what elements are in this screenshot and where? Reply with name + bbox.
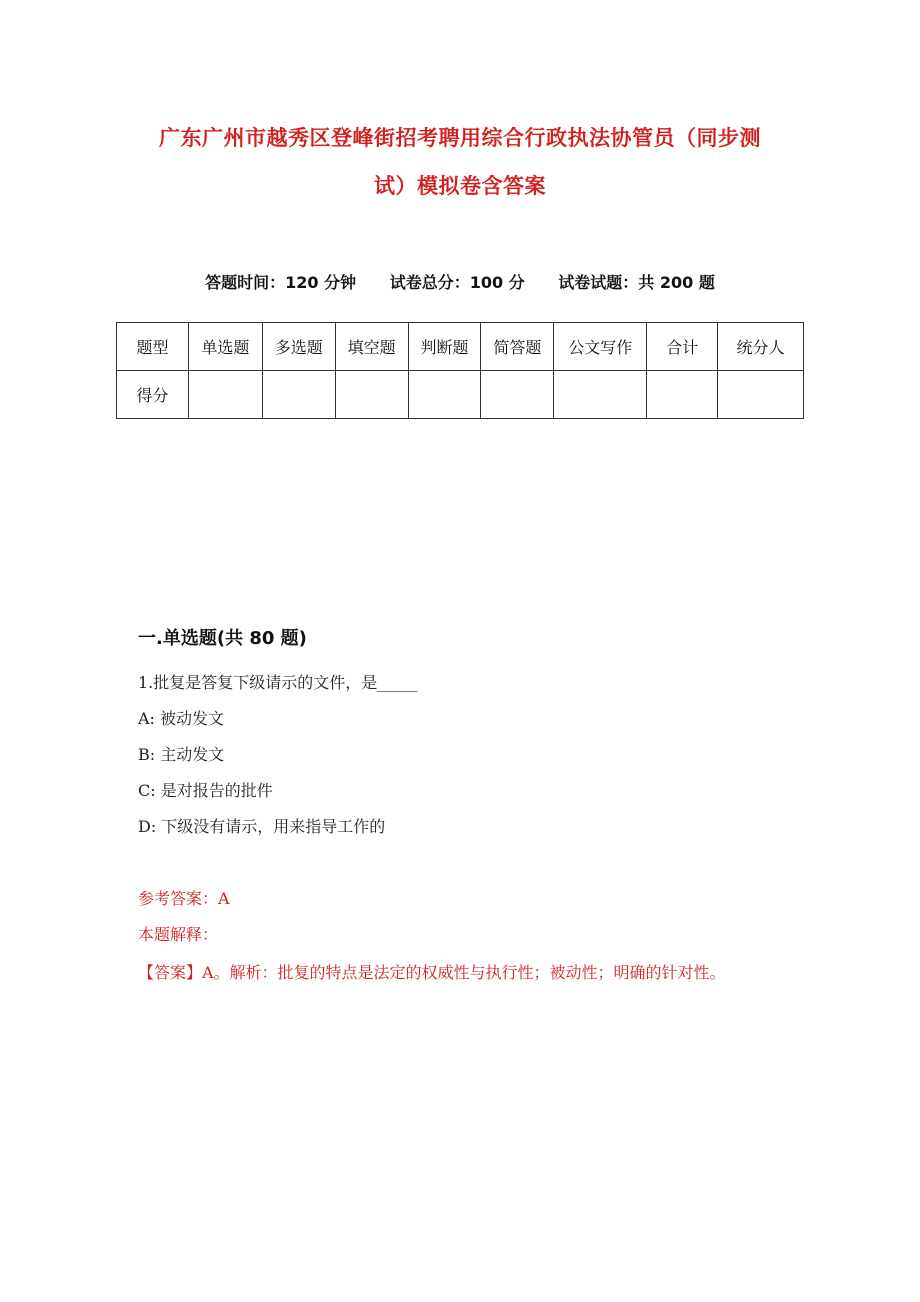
reference-answer: 参考答案：A [138, 889, 230, 908]
option-c: C: 是对报告的批件 [138, 781, 273, 800]
score-cell[interactable] [718, 371, 804, 419]
score-cell[interactable] [335, 371, 408, 419]
score-table [116, 322, 804, 419]
header-cell-fill-blank: 填空题 [335, 323, 408, 371]
option-b: B: 主动发文 [138, 745, 225, 764]
explanation-label: 本题解释： [138, 925, 219, 944]
exam-question-count: 试卷试题：共 200 题 [558, 273, 715, 292]
score-table-score-row [117, 371, 804, 419]
header-cell-short-answer: 简答题 [481, 323, 554, 371]
header-cell-official-writing: 公文写作 [554, 323, 647, 371]
header-cell-true-false: 判断题 [408, 323, 481, 371]
question-stem: 1.批复是答复下级请示的文件，是_____ [138, 673, 418, 692]
score-cell[interactable] [188, 371, 262, 419]
header-cell-multiple-choice: 多选题 [262, 323, 335, 371]
explanation-text: 【答案】A。解析：批复的特点是法定的权威性与执行性；被动性；明确的针对性。 [138, 963, 726, 982]
exam-total-score: 试卷总分：100 分 [389, 273, 525, 292]
exam-meta [0, 270, 920, 293]
header-cell-single-choice: 单选题 [188, 323, 262, 371]
score-cell[interactable] [262, 371, 335, 419]
score-cell[interactable] [647, 371, 718, 419]
score-cell[interactable] [554, 371, 647, 419]
document-title-line-2: 试）模拟卷含答案 [374, 174, 546, 198]
option-d: D: 下级没有请示，用来指导工作的 [138, 817, 386, 836]
exam-time: 答题时间：120 分钟 [205, 273, 357, 292]
score-cell[interactable] [408, 371, 481, 419]
header-cell-scorer: 统分人 [718, 323, 804, 371]
header-cell-total: 合计 [647, 323, 718, 371]
score-cell[interactable] [481, 371, 554, 419]
section-heading: 一.单选题(共 80 题) [138, 628, 307, 649]
document-title-line-1: 广东广州市越秀区登峰街招考聘用综合行政执法协管员（同步测 [159, 126, 761, 150]
option-a: A: 被动发文 [138, 709, 225, 728]
header-cell-type: 题型 [117, 323, 189, 371]
row-label-score: 得分 [117, 371, 189, 419]
score-table-header-row [117, 323, 804, 371]
